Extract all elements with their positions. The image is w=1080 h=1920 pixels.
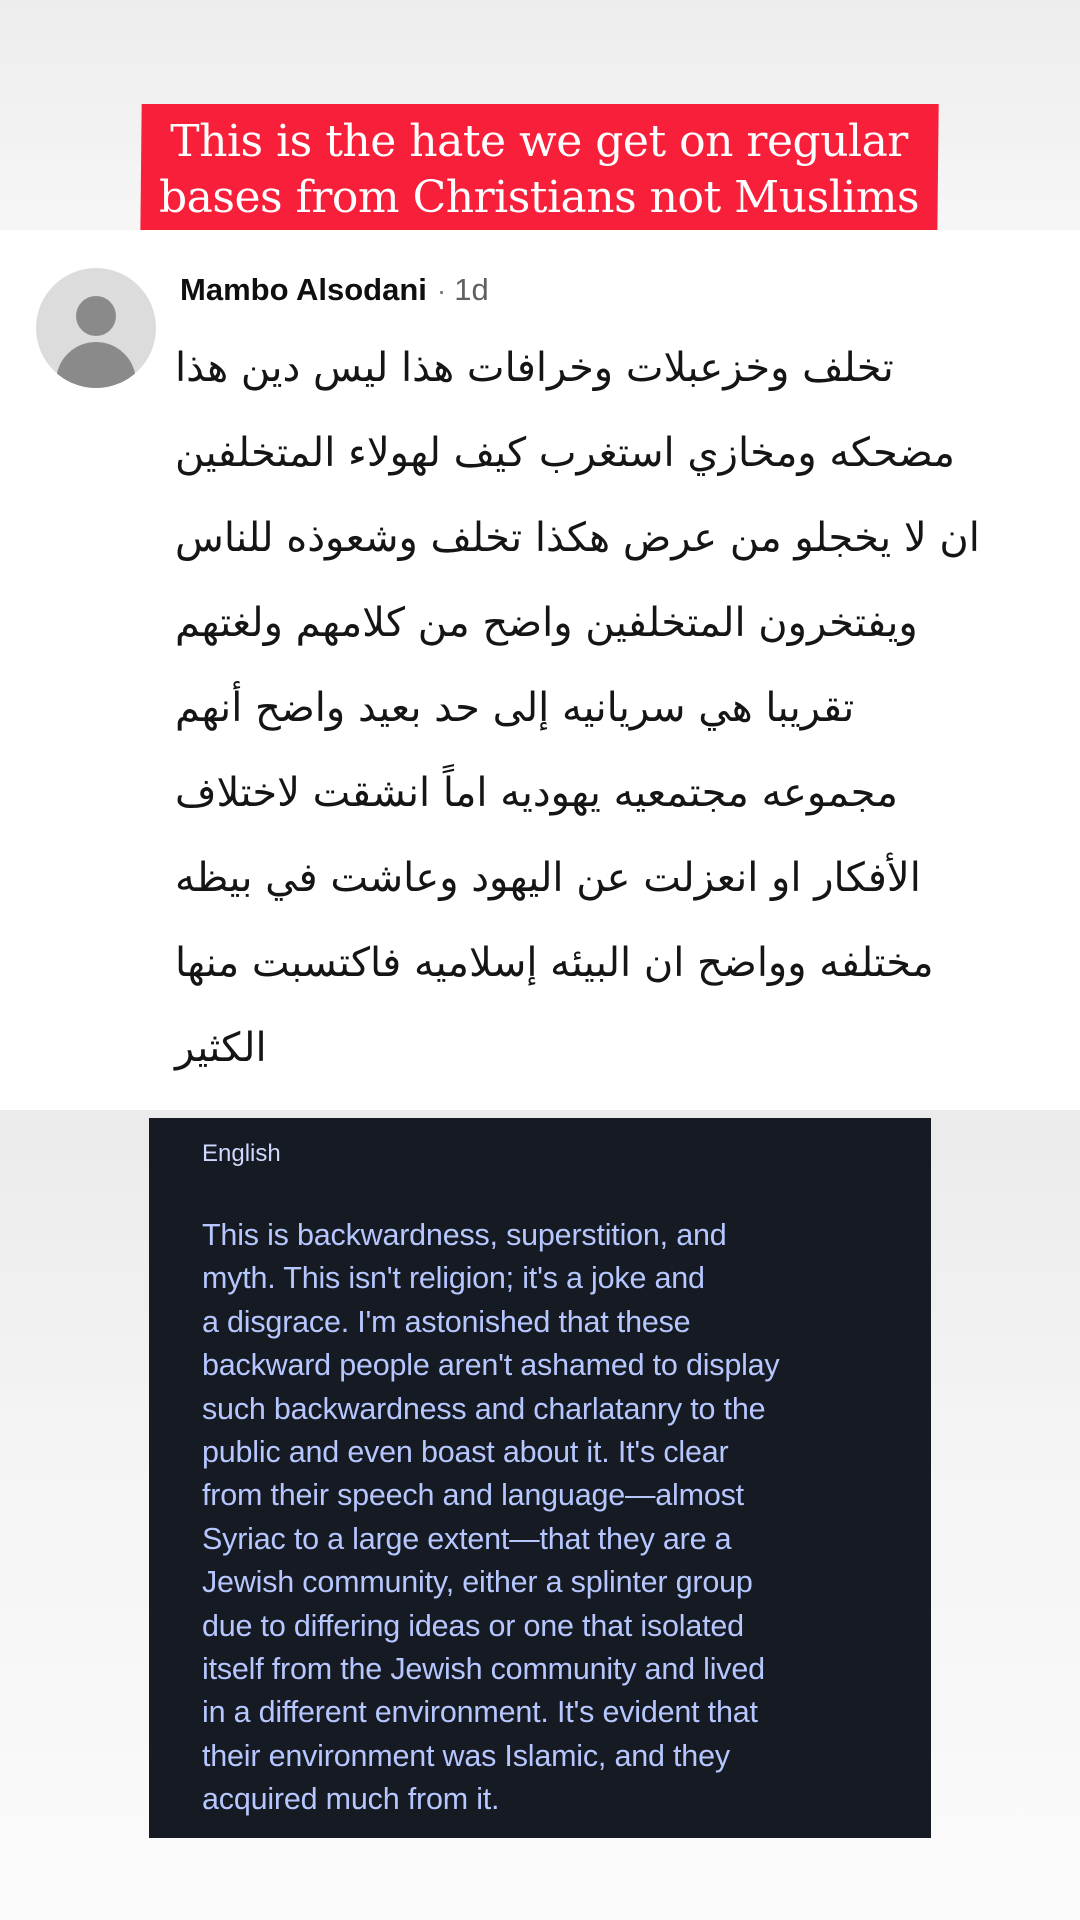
translation-text-line: acquired much from it. — [202, 1782, 500, 1817]
translation-text-line: backward people aren't ashamed to display — [202, 1348, 780, 1383]
translation-text-line: in a different environment. It's evident that — [202, 1695, 758, 1730]
comment-text-line: الكثير — [175, 1025, 267, 1071]
comment-text-line: ان لا يخجلو من عرض هكذا تخلف وشعوذه للناس — [175, 515, 980, 561]
comment-card — [0, 230, 1080, 1110]
translation-card — [149, 1118, 931, 1838]
translation-text-line: from their speech and language—almost — [202, 1478, 744, 1513]
translation-language-label: English — [202, 1140, 281, 1167]
translation-text-line: due to differing ideas or one that isolated — [202, 1608, 744, 1643]
comment-text-line: مضحكه ومخازي استغرب كيف لهولاء المتخلفين — [175, 430, 955, 476]
avatar-head-shape — [76, 296, 116, 336]
translation-text-line: their environment was Islamic, and they — [202, 1738, 730, 1773]
comment-header — [180, 272, 489, 316]
comment-body — [175, 326, 1035, 1091]
translation-text — [202, 1214, 902, 1821]
translation-text-line: Syriac to a large extent—that they are a — [202, 1521, 732, 1556]
translation-text-line: a disgrace. I'm astonished that these — [202, 1304, 691, 1339]
caption-line: This is the hate we get on regular — [170, 116, 909, 167]
translation-text-line: itself from the Jewish community and lived — [202, 1651, 765, 1686]
translation-text-line: such backwardness and charlatanry to the — [202, 1391, 766, 1426]
translation-text-line: Jewish community, either a splinter group — [202, 1565, 753, 1600]
comment-text-line: تخلف وخزعبلات وخرافات هذا ليس دين هذا — [175, 345, 894, 391]
caption-banner — [140, 104, 938, 236]
comment-timestamp: 1d — [454, 272, 489, 307]
comment-text-line: مجموعه مجتمعيه يهوديه اماً انشقت لاختلاف — [175, 770, 898, 816]
translation-text-line: myth. This isn't religion; it's a joke and — [202, 1261, 705, 1296]
comment-text-line: تقريبا هي سريانيه إلى حد بعيد واضح أنهم — [175, 685, 855, 731]
comment-text-line: الأفكار او انعزلت عن اليهود وعاشت في بيظه — [175, 855, 921, 901]
avatar-body-shape — [56, 342, 136, 388]
comment-text-line: مختلفه وواضح ان البيئه إسلاميه فاكتسبت منها — [175, 940, 934, 986]
meta-separator: · — [436, 275, 447, 306]
comment-author[interactable]: Mambo Alsodani — [180, 272, 427, 307]
comment-text-line: ويفتخرون المتخلفين واضح من كلامهم ولغتهم — [175, 600, 918, 646]
default-user-avatar-icon[interactable] — [36, 268, 156, 388]
translation-text-line: public and even boast about it. It's clear — [202, 1434, 729, 1469]
caption-line: bases from Christians not Muslims — [159, 172, 920, 223]
translation-text-line: This is backwardness, superstition, and — [202, 1218, 727, 1252]
caption-text — [159, 114, 919, 226]
